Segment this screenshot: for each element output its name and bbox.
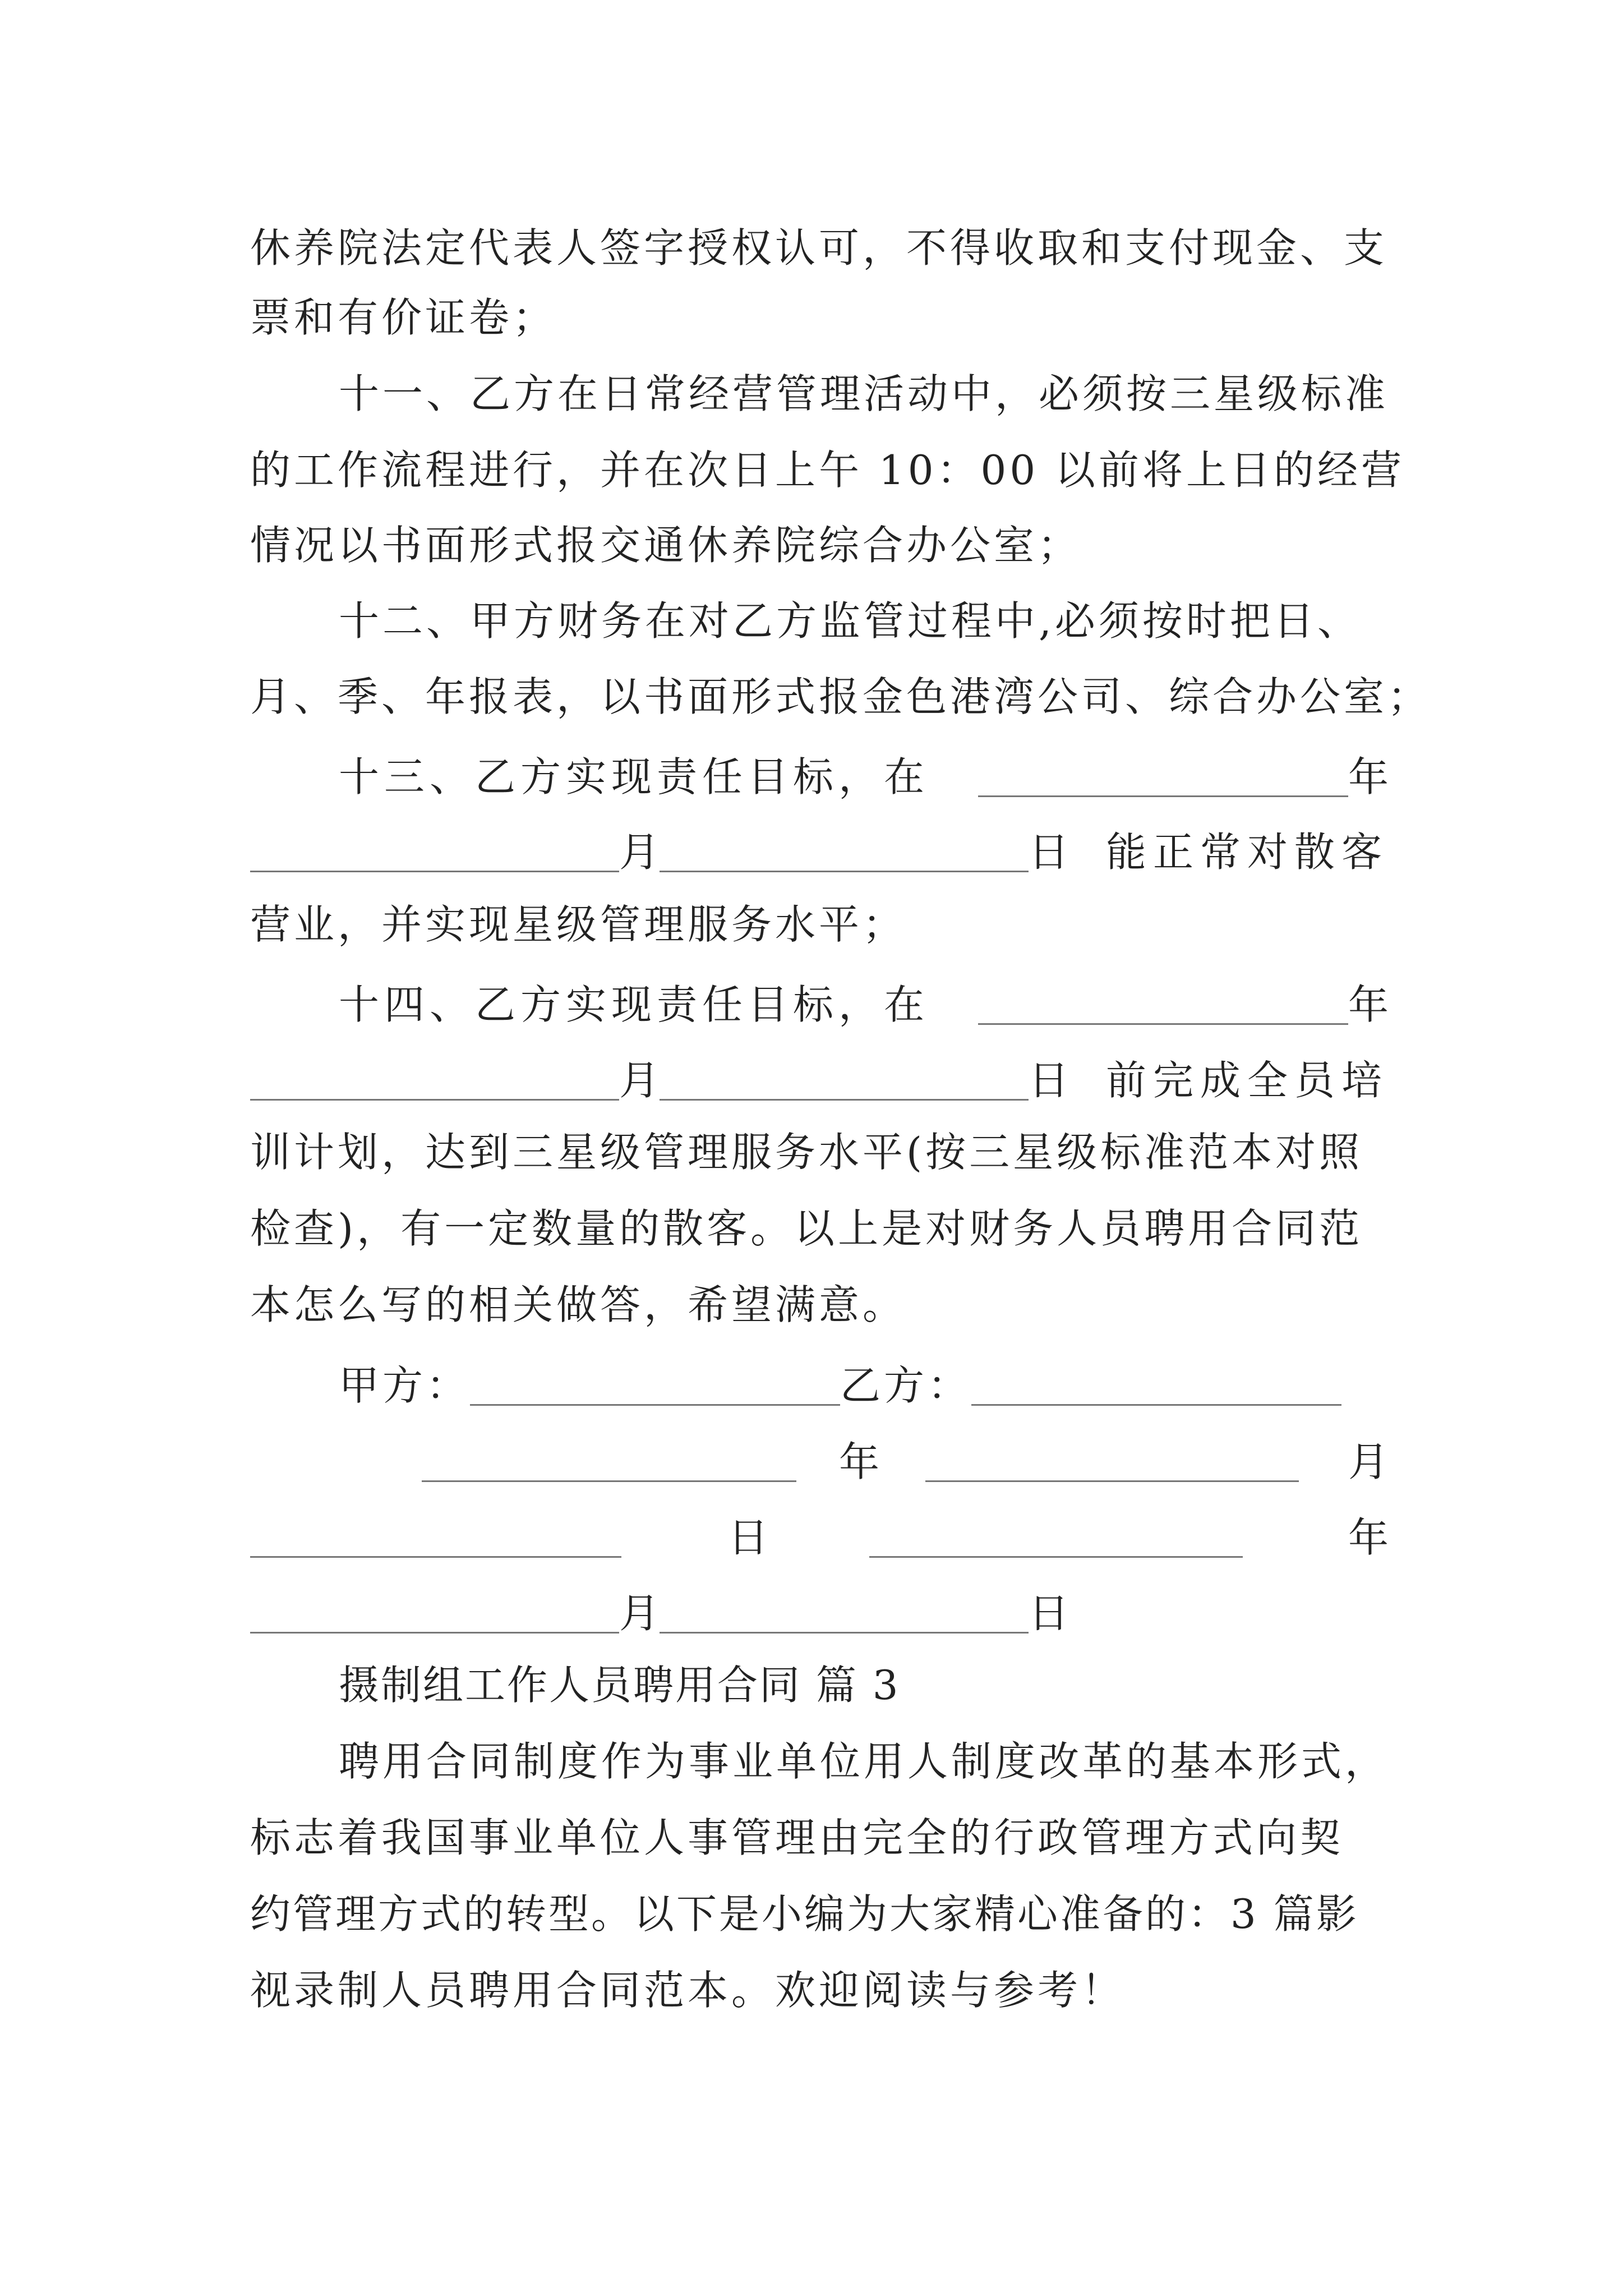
item-11-line-2: 的工作流程进行，并在次日上午 10：00 以前将上日的经营 [250, 447, 1405, 494]
text-line-2: 票和有价证卷； [250, 294, 557, 341]
section-paragraph-line-4: 视录制人员聘用合同范本。欢迎阅读与参考！ [250, 1967, 1126, 2014]
year-label: 年 [839, 1438, 880, 1485]
item-14-line-5: 本怎么写的相关做答，希望满意。 [250, 1281, 907, 1328]
year-blank [978, 986, 1348, 1025]
year-label: 年 [1348, 981, 1389, 1028]
day-label: 日 [728, 1514, 769, 1561]
item-14-prefix: 十四、乙方实现责任目标，在 [339, 981, 930, 1028]
month-blank [925, 1443, 1299, 1482]
day-label: 日 [1029, 829, 1069, 876]
item-12-line-1: 十二、甲方财务在对乙方监管过程中,必须按时把日、 [339, 597, 1361, 645]
item-12-line-2: 月、季、年报表，以书面形式报金色港湾公司、综合办公室； [250, 673, 1432, 720]
section-paragraph-line-1: 聘用合同制度作为事业单位用人制度改革的基本形式， [339, 1738, 1389, 1785]
item-11-line-3: 情况以书面形式报交通休养院综合办公室； [250, 522, 1082, 569]
signature-date-line-3 [250, 1589, 1389, 1637]
month-label: 月 [619, 1057, 660, 1104]
year-blank [422, 1443, 796, 1482]
item-13-line-1 [250, 752, 1389, 800]
item-14-line-1 [250, 980, 1389, 1028]
item-14-line-4: 检查)，有一定数量的散客。以上是对财务人员聘用合同范 [250, 1205, 1363, 1252]
day-blank [660, 834, 1029, 872]
item-13-prefix: 十三、乙方实现责任目标，在 [339, 753, 930, 800]
year-label: 年 [1348, 1514, 1389, 1561]
signature-parties [250, 1361, 1389, 1409]
item-14-line-3: 训计划，达到三星级管理服务水平(按三星级标准范本对照 [250, 1129, 1363, 1176]
item-14-line-2 [250, 1056, 1389, 1104]
day-blank [660, 1595, 1029, 1634]
item-14-text: 前完成全员培 [1105, 1057, 1389, 1104]
section-paragraph-line-2: 标志着我国事业单位人事管理由完全的行政管理方式向契 [250, 1814, 1344, 1861]
party-a-blank [470, 1367, 840, 1406]
item-11-line-1: 十一、乙方在日常经营管理活动中，必须按三星级标准 [339, 370, 1389, 417]
month-label: 月 [1348, 1438, 1389, 1485]
signature-date-line-2 [250, 1513, 1389, 1561]
party-b-blank [971, 1367, 1341, 1406]
month-blank [250, 1595, 619, 1634]
day-blank [660, 1062, 1029, 1101]
item-13-line-3: 营业，并实现星级管理服务水平； [250, 901, 907, 948]
section-title: 摄制组工作人员聘用合同 篇 3 [339, 1662, 900, 1709]
text-line-1 [250, 223, 1389, 272]
signature-date-line-1 [250, 1437, 1389, 1485]
party-a-label: 甲方： [339, 1362, 471, 1409]
month-label: 月 [619, 1590, 660, 1637]
year-label: 年 [1348, 753, 1389, 800]
day-blank [250, 1519, 621, 1558]
month-blank [250, 834, 619, 872]
month-label: 月 [619, 829, 660, 876]
day-label: 日 [1029, 1590, 1069, 1637]
item-13-text: 能正常对散客 [1105, 829, 1389, 876]
section-paragraph-line-3: 约管理方式的转型。以下是小编为大家精心准备的：3 篇影 [250, 1890, 1359, 1938]
party-b-label: 乙方： [840, 1362, 972, 1409]
month-blank [250, 1062, 619, 1101]
text-line-1-content: 休养院法定代表人签字授权认可，不得收取和支付现金、支 [250, 224, 1388, 272]
year-blank [978, 758, 1348, 797]
day-label: 日 [1029, 1057, 1069, 1104]
year-blank [869, 1519, 1243, 1558]
item-13-line-2 [250, 827, 1389, 876]
